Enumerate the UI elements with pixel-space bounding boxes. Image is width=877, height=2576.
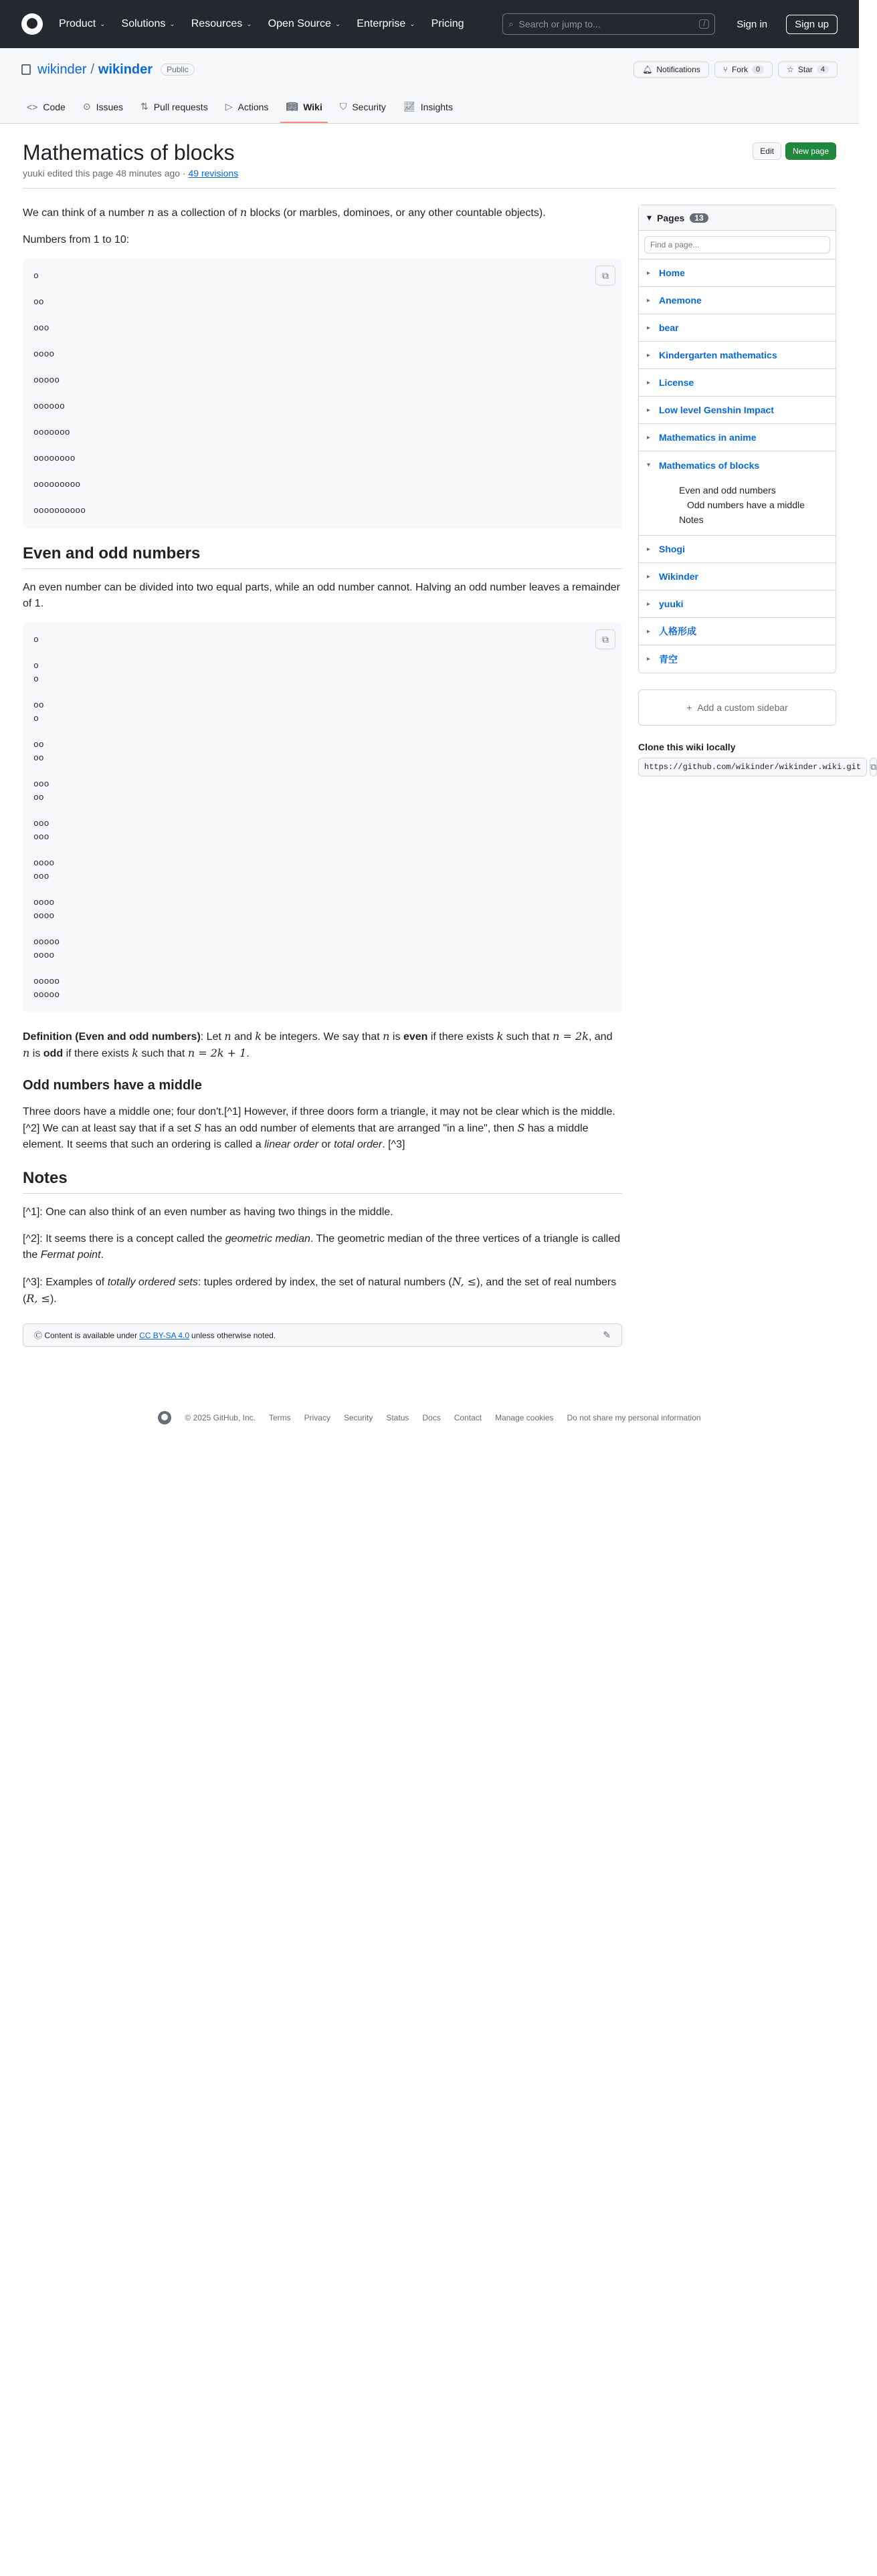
text: . The geometric median of the three vertices of a triangle is called the	[23, 1233, 621, 1261]
code-line: oooo	[33, 897, 55, 908]
tab-pull-requests[interactable]	[135, 101, 213, 123]
nav-resources[interactable]	[191, 18, 252, 30]
intro-paragraph	[23, 205, 622, 221]
nav-enterprise[interactable]	[357, 18, 415, 30]
code-line: oooooo	[33, 401, 65, 412]
tab-wiki[interactable]	[280, 101, 327, 123]
github-logo-icon[interactable]	[158, 1411, 171, 1424]
repo-header	[0, 48, 859, 124]
triangle-right-icon[interactable]: ▸	[647, 572, 651, 580]
text: as a collection of	[157, 207, 237, 219]
code-line: o	[33, 661, 39, 671]
footer-link[interactable]: Privacy	[304, 1413, 330, 1423]
tab-code[interactable]	[21, 102, 71, 123]
pull-request-icon: ⇅	[140, 101, 149, 112]
add-custom-sidebar-button[interactable]	[638, 689, 836, 726]
code-line: ooooo	[33, 990, 60, 1000]
code-line: ooo	[33, 832, 50, 843]
code-line: ooooooooo	[33, 479, 81, 490]
wiki-sidebar	[638, 205, 877, 1347]
chevron-down-icon: ⌄	[409, 20, 415, 28]
edit-button[interactable]: Edit	[753, 142, 781, 160]
math-equation: n = 2k + 1	[187, 1047, 247, 1060]
code-line: oooo	[33, 858, 55, 869]
tab-insights[interactable]	[398, 101, 458, 123]
math-var: n	[239, 206, 248, 219]
license-link[interactable]: CC BY-SA 4.0	[139, 1330, 190, 1340]
text: .	[246, 1048, 250, 1060]
math-set-reals: R, ≤	[26, 1292, 50, 1305]
math-var: k	[132, 1047, 138, 1060]
triangle-right-icon[interactable]: ▸	[647, 296, 651, 304]
nav-label: Enterprise	[357, 18, 406, 29]
sidebar-page-label: Mathematics of blocks	[659, 459, 760, 471]
issue-icon: ⊙	[82, 101, 91, 112]
footer-link[interactable]: Do not share my personal information	[567, 1413, 701, 1423]
triangle-right-icon[interactable]: ▸	[647, 379, 651, 387]
global-nav	[59, 18, 464, 30]
sidebar-page-item[interactable]	[639, 563, 836, 591]
notes-heading: Notes	[23, 1169, 622, 1194]
text: blocks (or marbles, dominoes, or any other countable objects).	[250, 207, 546, 219]
plus-icon: +	[686, 702, 692, 714]
sidebar-page-item[interactable]	[639, 259, 836, 287]
repo-tabs	[21, 91, 838, 123]
title-actions	[753, 142, 836, 160]
bell-icon: 🔔︎	[642, 65, 653, 74]
code-line: o	[33, 714, 39, 724]
code-line: oo	[33, 700, 44, 711]
nav-pricing[interactable]	[431, 18, 464, 30]
code-blank-line	[33, 335, 611, 348]
triangle-right-icon[interactable]: ▸	[647, 324, 651, 332]
code-blank-line	[33, 387, 611, 400]
triangle-right-icon[interactable]: ▸	[647, 433, 651, 441]
text: : Let	[200, 1031, 221, 1043]
fork-label: Fork	[731, 65, 748, 74]
code-line: ooo	[33, 819, 50, 829]
pencil-icon[interactable]: ✎	[603, 1329, 611, 1341]
text: be integers. We say that	[264, 1031, 380, 1043]
text: has a middle element. It seems that such an ordering is called a	[23, 1123, 589, 1151]
math-var: k	[255, 1030, 262, 1043]
search-icon: ⌕	[508, 19, 514, 29]
chevron-down-icon: ⌄	[334, 20, 341, 28]
text: [^3]: Examples of	[23, 1277, 105, 1289]
find-page-input[interactable]	[644, 236, 830, 253]
pages-label: Pages	[657, 212, 685, 223]
global-header	[0, 0, 859, 48]
page-meta	[23, 168, 238, 179]
copy-icon[interactable]: ⧉	[595, 629, 615, 649]
text: such that	[141, 1048, 185, 1060]
wiki-page	[0, 124, 877, 1424]
tab-label: Wiki	[303, 101, 322, 112]
footer-link[interactable]: Terms	[268, 1413, 291, 1423]
numbers-label: Numbers from 1 to 10:	[23, 234, 130, 246]
code-line: ooooooo	[33, 427, 70, 438]
footer-link[interactable]: Security	[343, 1413, 373, 1423]
sidebar-page-item[interactable]	[639, 536, 836, 563]
text: We can think of a number	[23, 207, 145, 219]
copy-icon[interactable]: ⧉	[870, 758, 877, 776]
text: unless otherwise noted.	[191, 1330, 276, 1340]
math-var: n	[224, 1030, 231, 1043]
sidebar-page-item[interactable]	[639, 369, 836, 397]
code-blank-line	[33, 647, 611, 659]
fork-icon: ⑂	[722, 65, 728, 74]
text: and	[234, 1031, 252, 1043]
note-2	[23, 1231, 622, 1263]
code-line: oo	[33, 297, 44, 308]
code-blank-line	[33, 844, 611, 857]
text: if there exists	[66, 1048, 129, 1060]
math-var: S	[194, 1121, 202, 1135]
code-line: ooooo	[33, 375, 60, 386]
fork-button[interactable]	[714, 62, 773, 78]
clone-title: Clone this wiki locally	[638, 742, 736, 753]
star-count: 4	[817, 66, 829, 74]
triangle-right-icon[interactable]: ▸	[647, 627, 651, 635]
search-placeholder: Search or jump to...	[518, 19, 601, 29]
text: , and	[588, 1031, 613, 1043]
tab-label: Issues	[96, 101, 124, 112]
visibility-badge: Public	[161, 64, 195, 76]
sidebar-page-label: Mathematics in anime	[659, 432, 757, 443]
middle-paragraph	[23, 1104, 622, 1153]
footer-link[interactable]: Manage cookies	[495, 1413, 554, 1423]
sidebar-page-item[interactable]	[639, 314, 836, 342]
page-title: Mathematics of blocks	[23, 140, 235, 165]
sidebar-page-item[interactable]	[639, 618, 836, 645]
pages-count: 13	[690, 213, 708, 223]
math-equation: n = 2k	[553, 1030, 589, 1043]
wiki-content	[23, 205, 622, 1347]
code-blank-line	[33, 465, 611, 478]
clone-url-input[interactable]: https://github.com/wikinder/wikinder.wiki.git	[638, 758, 867, 776]
text: Content is available under	[44, 1330, 138, 1340]
tab-issues[interactable]	[78, 101, 128, 123]
tab-label: Actions	[237, 101, 269, 112]
code-blank-line	[33, 283, 611, 296]
code-icon: <>	[27, 102, 38, 112]
code-blank-line	[33, 765, 611, 778]
sidebar-page-label: Home	[659, 267, 685, 279]
term-geometric-median: geometric median	[225, 1233, 310, 1245]
repo-icon	[21, 64, 31, 75]
tab-label: Security	[352, 101, 386, 112]
code-blank-line	[33, 726, 611, 738]
sidebar-page-label: Kindergarten mathematics	[659, 350, 777, 361]
text: has an odd number of elements that are arranged "in a line", then	[204, 1123, 514, 1135]
code-line: oo	[33, 753, 44, 764]
sidebar-page-item[interactable]	[639, 287, 836, 314]
title-block	[23, 140, 238, 179]
text: or	[321, 1139, 331, 1151]
sidebar-heading-link[interactable]: Odd numbers have a middle	[687, 500, 805, 511]
note-3	[23, 1274, 622, 1307]
text: is	[392, 1031, 401, 1043]
clone-row	[638, 758, 877, 776]
sidebar-page-label: yuuki	[659, 599, 684, 610]
star-label: Star	[797, 65, 813, 74]
book-icon: 📖︎	[286, 101, 298, 112]
triangle-right-icon[interactable]: ▸	[647, 655, 651, 663]
chevron-down-icon: ⌄	[169, 20, 175, 28]
code-line: o	[33, 635, 39, 645]
sidebar-heading-link[interactable]: Notes	[679, 514, 704, 526]
text: ).	[50, 1293, 57, 1305]
sidebar-page-item[interactable]	[639, 645, 836, 673]
tab-label: Code	[43, 102, 66, 112]
code-line: oooooooo	[33, 453, 76, 464]
code-blank-line	[33, 492, 611, 504]
code-line: oo	[33, 740, 44, 750]
sign-in-link[interactable]: Sign in	[737, 18, 768, 30]
nav-label: Open Source	[268, 18, 331, 29]
site-footer	[23, 1411, 836, 1424]
sidebar-page-label: Low level Genshin Impact	[659, 405, 774, 416]
math-var: k	[496, 1030, 504, 1043]
nav-label: Resources	[191, 18, 243, 29]
page-layout	[23, 205, 877, 1347]
definition-title: Definition (Even and odd numbers)	[23, 1031, 201, 1043]
notifications-button[interactable]	[634, 62, 709, 78]
star-button[interactable]	[778, 62, 838, 78]
license-footer	[23, 1323, 622, 1347]
code-line: oo	[33, 792, 44, 803]
sidebar-page-label: License	[659, 377, 694, 389]
code-line: o	[33, 674, 39, 685]
chevron-down-icon: ⌄	[246, 20, 252, 28]
tab-security[interactable]	[334, 101, 391, 123]
code-blank-line	[33, 361, 611, 374]
repo-separator: /	[90, 62, 94, 77]
nav-label: Product	[59, 18, 96, 29]
repo-actions	[634, 62, 838, 78]
term-fermat-point: Fermat point	[40, 1249, 101, 1261]
sign-up-button[interactable]: Sign up	[786, 15, 838, 34]
text: [^2]: It seems there is a concept called the	[23, 1233, 223, 1245]
footer-link[interactable]: Docs	[422, 1413, 441, 1423]
triangle-right-icon[interactable]: ▸	[647, 269, 651, 277]
code-line: ooooo	[33, 937, 60, 948]
pages-box	[638, 205, 836, 673]
search-shortcut-hint: /	[699, 19, 709, 29]
triangle-right-icon[interactable]: ▸	[647, 545, 651, 553]
cc-icon: Ⓒ	[34, 1331, 45, 1341]
math-var: S	[517, 1121, 525, 1135]
sidebar-page-label: 青空	[659, 653, 678, 665]
code-blank-line	[33, 883, 611, 896]
code-blank-line	[33, 804, 611, 817]
math-set-naturals: N, ≤	[452, 1275, 477, 1289]
sidebar-page-item[interactable]	[639, 342, 836, 369]
triangle-right-icon[interactable]: ▸	[647, 351, 651, 359]
code-line: ooo	[33, 871, 50, 882]
sidebar-page-label: Shogi	[659, 544, 685, 555]
middle-heading: Odd numbers have a middle	[23, 1078, 202, 1093]
code-blank-line	[33, 413, 611, 426]
copyright: © 2025 GitHub, Inc.	[185, 1413, 256, 1423]
code-line: ooo	[33, 323, 50, 334]
sidebar-page-item[interactable]	[639, 451, 836, 479]
github-logo-icon[interactable]	[21, 13, 43, 35]
sidebar-page-item[interactable]	[639, 424, 836, 451]
code-line: ooo	[33, 779, 50, 790]
sidebar-page-label: 人格形成	[659, 626, 696, 637]
fork-count: 0	[752, 66, 764, 74]
add-sidebar-label: Add a custom sidebar	[697, 702, 788, 714]
tab-label: Insights	[420, 101, 453, 112]
notifications-label: Notifications	[656, 65, 700, 74]
sidebar-page-item[interactable]	[639, 591, 836, 618]
pairs-code-block	[23, 623, 622, 1012]
shield-icon: ⛉	[339, 101, 347, 112]
sidebar-subitems	[639, 479, 836, 536]
revisions-link[interactable]: 49 revisions	[188, 168, 239, 179]
triangle-down-icon: ▾	[647, 212, 652, 223]
code-blank-line	[33, 962, 611, 975]
math-var: n	[23, 1047, 30, 1060]
numbers-code-block	[23, 259, 622, 528]
definition-paragraph	[23, 1029, 622, 1062]
sidebar-page-label: bear	[659, 322, 679, 334]
code-line: ooooo	[33, 976, 60, 987]
math-var: n	[383, 1030, 390, 1043]
sidebar-page-label: Anemone	[659, 295, 702, 306]
code-blank-line	[33, 923, 611, 936]
triangle-right-icon[interactable]: ▸	[647, 406, 651, 414]
note-1: [^1]: One can also think of an even number as having two things in the middle.	[23, 1206, 393, 1218]
nav-open-source[interactable]	[268, 18, 341, 30]
code-line: oooooooooo	[33, 506, 86, 516]
text: if there exists	[430, 1031, 494, 1043]
code-blank-line	[33, 309, 611, 322]
text: . [^3]	[382, 1139, 405, 1151]
code-blank-line	[33, 686, 611, 699]
even-odd-heading: Even and odd numbers	[23, 544, 622, 569]
title-row	[23, 124, 836, 189]
chevron-down-icon: ⌄	[100, 20, 106, 28]
footer-link[interactable]: Contact	[454, 1413, 482, 1423]
code-line: oooo	[33, 911, 55, 922]
text: : tuples ordered by index, the set of natural numbers (	[197, 1277, 452, 1289]
term-linear-order: linear order	[264, 1139, 319, 1151]
tab-actions[interactable]	[220, 101, 274, 123]
tab-label: Pull requests	[153, 101, 208, 112]
text: .	[100, 1249, 104, 1261]
text: Three doors have a middle one; four don't.[^1] However, if three doors form a triangle, it may not be clear which is the middle.[^2] We can at least say that if a set	[23, 1106, 615, 1135]
pages-header[interactable]	[639, 205, 836, 231]
nav-label: Pricing	[431, 18, 464, 29]
new-page-button[interactable]: New page	[785, 142, 836, 160]
text: is	[32, 1048, 41, 1060]
find-wrap	[639, 231, 836, 259]
play-icon: ▷	[225, 101, 233, 112]
nav-product[interactable]	[59, 18, 106, 30]
code-line: oooo	[33, 349, 55, 360]
footer-link[interactable]: Status	[386, 1413, 409, 1423]
math-var: n	[147, 206, 155, 219]
term-totally-ordered-sets: totally ordered sets	[107, 1277, 198, 1289]
sidebar-heading-link[interactable]: Even and odd numbers	[679, 485, 776, 496]
code-lines	[33, 270, 611, 518]
term-even: even	[403, 1031, 428, 1043]
star-icon: ☆	[787, 65, 794, 74]
code-line: oooo	[33, 950, 55, 961]
search-input[interactable]	[502, 13, 715, 35]
repo-owner-link[interactable]: wikinder	[37, 62, 87, 77]
page-list	[639, 259, 836, 673]
code-lines	[33, 633, 611, 1002]
sidebar-page-item[interactable]	[639, 397, 836, 424]
triangle-down-icon[interactable]: ▾	[647, 461, 651, 469]
sidebar-page-label: Wikinder	[659, 571, 698, 582]
edit-info: yuuki edited this page 48 minutes ago ·	[23, 168, 186, 179]
text: such that	[506, 1031, 550, 1043]
term-odd: odd	[43, 1048, 64, 1060]
text: ), and the set of real numbers (	[23, 1277, 617, 1305]
even-odd-paragraph: An even number can be divided into two equal parts, while an odd number cannot. Halving an odd number leaves a remainder of 1.	[23, 582, 620, 610]
nav-label: Solutions	[121, 18, 166, 29]
repo-name-link[interactable]: wikinder	[98, 62, 153, 77]
copy-icon[interactable]: ⧉	[595, 265, 615, 286]
graph-icon: 📈︎	[403, 101, 415, 112]
repo-title-row	[21, 48, 838, 91]
triangle-right-icon[interactable]: ▸	[647, 600, 651, 608]
code-line: o	[33, 271, 39, 282]
term-total-order: total order	[334, 1139, 383, 1151]
code-blank-line	[33, 439, 611, 452]
nav-solutions[interactable]	[122, 18, 175, 30]
